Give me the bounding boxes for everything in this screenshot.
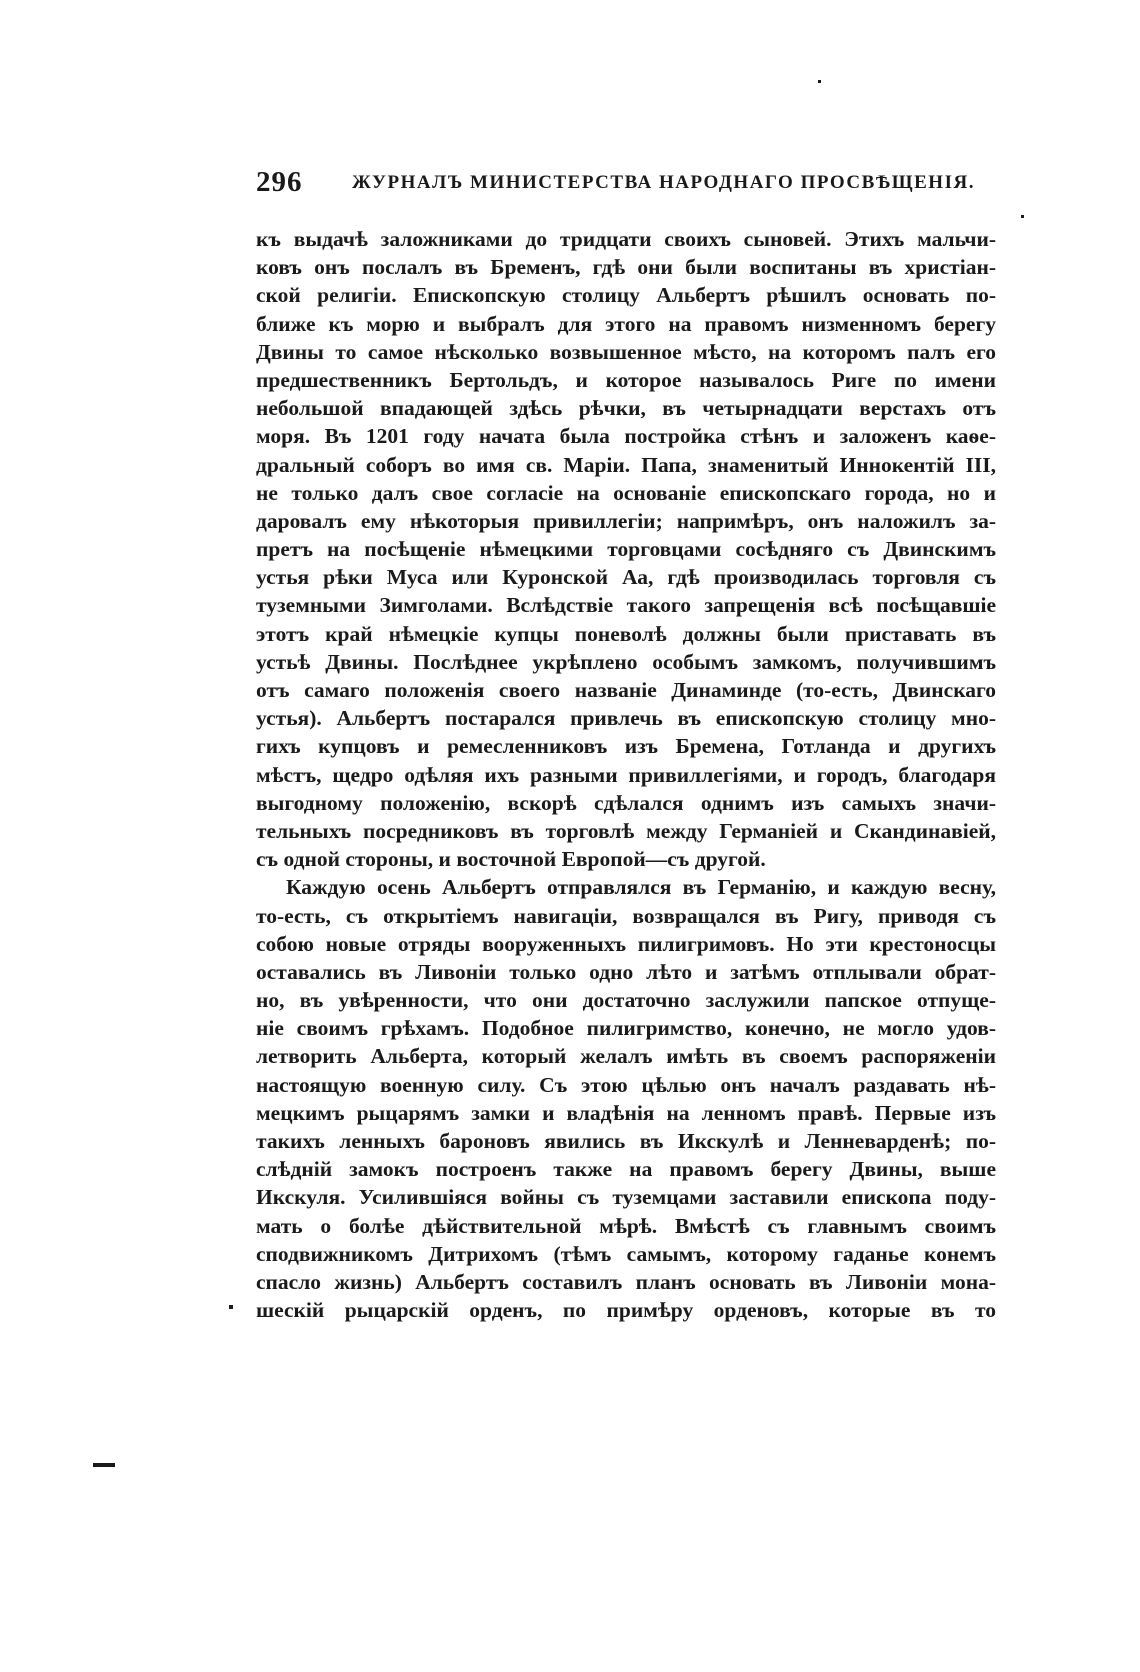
text-line: летворить Альберта, который желалъ имѣть въ своемъ распоряженіи: [256, 1044, 996, 1069]
text-line: выгодному положенію, вскорѣ сдѣлался однимъ изъ самыхъ значи-: [256, 790, 996, 815]
text-line: Двины то самое нѣсколько возвышенное мѣсто, на которомъ палъ его: [256, 339, 996, 364]
text-line: претъ на посѣщеніе нѣмецкими торговцами сосѣдняго съ Двинскимъ: [256, 537, 996, 562]
text-line: гихъ купцовъ и ремесленниковъ изъ Бремена, Готланда и другихъ: [256, 734, 996, 759]
text-line: собою новые отряды вооруженныхъ пилигримовъ. Но эти крестоносцы: [256, 931, 996, 956]
text-line: съ одной стороны, и восточной Европой—съ другой.: [256, 847, 766, 872]
text-line: къ выдачѣ заложниками до тридцати своихъ сыновей. Этихъ мальчи-: [256, 227, 996, 251]
text-line: устья рѣки Муса или Куронской Аа, гдѣ производилась торговля съ: [256, 565, 996, 590]
text-line: ближе къ морю и выбралъ для этого на правомъ низменномъ берегу: [256, 311, 996, 336]
text-line: моря. Въ 1201 году начата была постройка стѣнъ и заложенъ каѳе-: [256, 424, 996, 449]
page-number: 296: [256, 166, 303, 198]
text-line: такихъ ленныхъ бароновъ явились въ Икскулѣ и Ленневарденѣ; по-: [256, 1129, 996, 1153]
text-line: ковъ онъ послалъ въ Бременъ, гдѣ они были воспитаны въ христіан-: [256, 255, 996, 280]
text-line: не только далъ свое согласіе на основаніе епископскаго города, но и: [256, 480, 996, 505]
text-line: то-есть, съ открытіемъ навигаціи, возвращался въ Ригу, приводя съ: [256, 903, 996, 928]
text-line: ской религіи. Епископскую столицу Альбертъ рѣшилъ основать по-: [256, 283, 996, 308]
text-line: даровалъ ему нѣкоторыя привиллегіи; напримѣръ, онъ наложилъ за-: [256, 508, 996, 533]
text-line: небольшой впадающей здѣсь рѣчки, въ четырнадцати верстахъ отъ: [256, 396, 996, 421]
running-head: [256, 166, 996, 206]
text-line: Икскуля. Усилившіяся войны съ туземцами заставили епископа поду-: [256, 1185, 996, 1210]
text-line: этотъ край нѣмецкіе купцы поневолѣ должны были приставать въ: [256, 621, 996, 646]
journal-title: ЖУРНАЛЪ МИНИСТЕРСТВА НАРОДНАГО ПРОСВѢЩЕНІЯ.: [352, 172, 975, 193]
text-line: мѣстъ, щедро одѣляя ихъ разными привиллегіями, и городъ, благодаря: [256, 762, 996, 787]
text-line: тельныхъ посредниковъ въ торговлѣ между Германіей и Скандинавіей,: [256, 818, 996, 843]
scan-dot-mark: [229, 1305, 233, 1309]
text-line: туземными Зимголами. Вслѣдствіе такого запрещенія всѣ посѣщавшіе: [256, 593, 996, 618]
paragraph-1: [256, 225, 996, 873]
text-line: но, въ увѣренности, что они достаточно заслужили папское отпуще-: [256, 988, 996, 1013]
text-line: мецкимъ рыцарямъ замки и владѣнія на ленномъ правѣ. Первые изъ: [256, 1100, 996, 1125]
scan-dot-mark: [818, 80, 821, 83]
text-line: Каждую осень Альбертъ отправлялся въ Германію, и каждую весну,: [286, 875, 996, 900]
text-line: настоящую военную силу. Съ этою цѣлью онъ началъ раздавать нѣ-: [256, 1072, 996, 1097]
text-line: отъ самаго положенія своего названіе Динаминде (то-есть, Двинскаго: [256, 678, 996, 702]
text-line: предшественникъ Бертольдъ, и которое называлось Риге по имени: [256, 367, 996, 392]
text-line: устьѣ Двины. Послѣднее укрѣплено особымъ замкомъ, получившимъ: [256, 649, 996, 674]
text-line: шескій рыцарскій орденъ, по примѣру орденовъ, которые въ то: [256, 1298, 996, 1323]
text-line: сподвижникомъ Дитрихомъ (тѣмъ самымъ, которому гаданье конемъ: [256, 1241, 996, 1266]
text-line: оставались въ Ливоніи только одно лѣто и затѣмъ отплывали обрат-: [256, 959, 996, 984]
text-line: слѣдній замокъ построенъ также на правомъ берегу Двины, выше: [256, 1157, 996, 1182]
scan-dash-mark: [93, 1463, 115, 1467]
text-line: устья). Альбертъ постарался привлечь въ епископскую столицу мно-: [256, 706, 996, 731]
text-line: дральный соборъ во имя св. Маріи. Папа, знаменитый Иннокентій III,: [256, 452, 996, 477]
body-text: [256, 225, 996, 1324]
text-line: мать о болѣе дѣйствительной мѣрѣ. Вмѣстѣ съ главнымъ своимъ: [256, 1213, 996, 1238]
text-line: ніе своимъ грѣхамъ. Подобное пилигримство, конечно, не могло удов-: [256, 1016, 996, 1041]
text-line: спасло жизнь) Альбертъ составилъ планъ основать въ Ливоніи мона-: [256, 1269, 996, 1294]
paragraph-2: [256, 873, 996, 1324]
scan-dot-mark: [1021, 215, 1024, 218]
